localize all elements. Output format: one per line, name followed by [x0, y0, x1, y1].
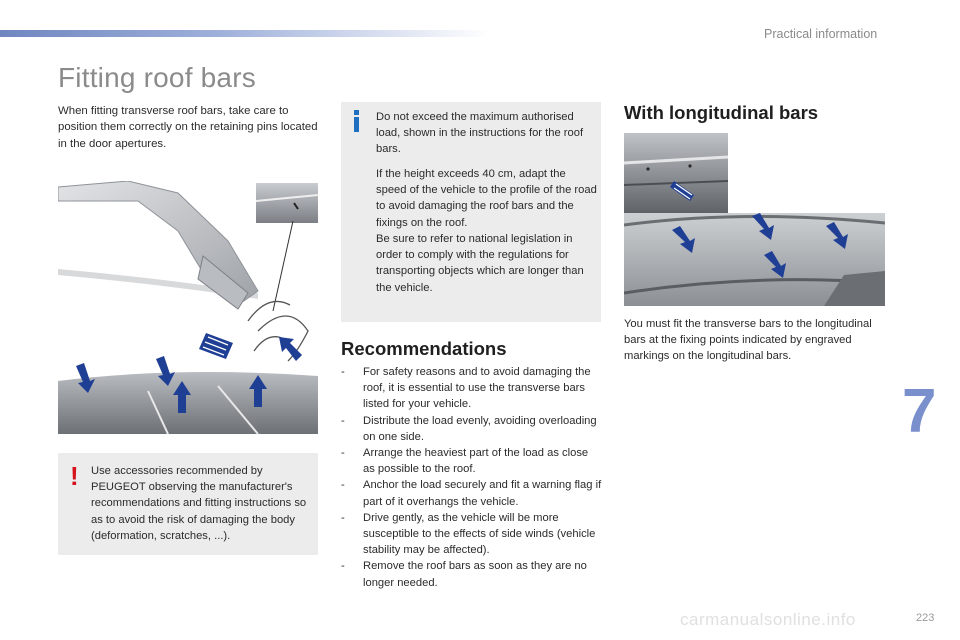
- longitudinal-bars-roof-illustration: [624, 213, 885, 306]
- longitudinal-bars-heading: With longitudinal bars: [624, 102, 819, 123]
- warning-icon: !: [70, 461, 79, 491]
- list-item: - Anchor the load securely and fit a warning flag if part of it overhangs the vehicle.: [341, 479, 602, 508]
- info-box: [341, 102, 601, 322]
- info-paragraph: Be sure to refer to national legislation in order to comply with the regulations for transporting objects which are longer than the vehicle.: [376, 233, 584, 294]
- chapter-number: 7: [902, 377, 937, 446]
- section-title: Practical information: [764, 27, 878, 41]
- recommendations-list: [341, 364, 603, 591]
- roof-bar-fitting-illustration: [58, 181, 318, 434]
- header-accent-bar: [0, 30, 490, 37]
- fixing-marking-inset-illustration: [624, 133, 728, 213]
- info-paragraph: Do not exceed the maximum authorised load, shown in the instructions for the roof bars.: [376, 111, 584, 156]
- warning-box: [58, 453, 318, 555]
- watermark: carmanualsonline.info: [680, 610, 856, 629]
- list-item: - Remove the roof bars as soon as they are no longer needed.: [341, 560, 587, 589]
- info-icon: [353, 110, 361, 132]
- page-number: 223: [916, 612, 935, 624]
- recommendations-heading: Recommendations: [341, 338, 507, 359]
- list-item: - For safety reasons and to avoid damaging the roof, it is essential to use the transverse bars listed for your vehicle.: [341, 366, 591, 411]
- longitudinal-bars-text: You must fit the transverse bars to the longitudinal bars at the fixing points indicated by engraved markings on the longitudinal bars.: [624, 318, 872, 363]
- info-paragraph: If the height exceeds 40 cm, adapt the speed of the vehicle to the profile of the road to avoid damaging the roof bars and the fixings on the roof.: [376, 168, 597, 229]
- intro-paragraph: When fitting transverse roof bars, take care to position them correctly on the retaining pins located in the door apertures.: [58, 105, 318, 150]
- list-item: - Arrange the heaviest part of the load as close as possible to the roof.: [341, 447, 589, 476]
- warning-text: Use accessories recommended by PEUGEOT observing the manufacturer's recommendations and fitting instructions so as to avoid the risk of damaging the body (deformation, scratches, ...).: [91, 465, 307, 542]
- page-title: Fitting roof bars: [58, 62, 256, 93]
- list-item: - Distribute the load evenly, avoiding overloading on one side.: [341, 414, 597, 443]
- list-item: - Drive gently, as the vehicle will be more susceptible to the effects of side winds (vehicle stability may be affected).: [341, 511, 596, 557]
